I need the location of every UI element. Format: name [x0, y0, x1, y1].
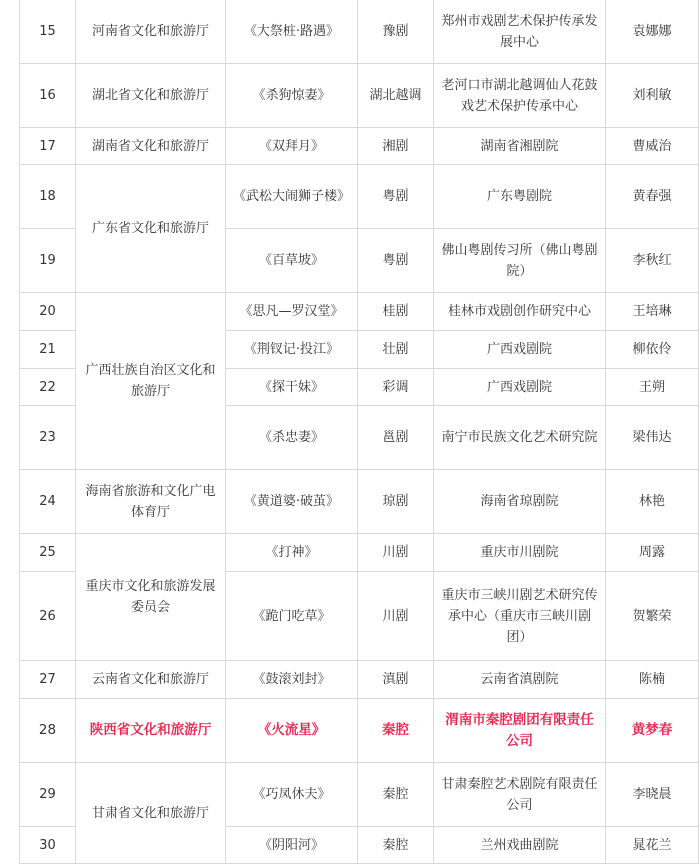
unit-cell: 老河口市湖北越调仙人花鼓戏艺术保护传承中心 — [434, 64, 606, 128]
performer-cell: 黄春强 — [606, 165, 699, 229]
play-title-cell: 《打神》 — [226, 534, 358, 572]
performer-cell: 梁伟达 — [606, 406, 699, 470]
row-number: 29 — [20, 763, 76, 827]
table-row — [20, 64, 699, 128]
play-title-cell: 《百草坡》 — [226, 229, 358, 293]
unit-cell: 南宁市民族文化艺术研究院 — [434, 406, 606, 470]
unit-cell: 甘肃秦腔艺术剧院有限责任公司 — [434, 763, 606, 827]
row-number: 17 — [20, 128, 76, 165]
genre-cell: 粤剧 — [358, 229, 434, 293]
play-title-cell: 《杀狗惊妻》 — [226, 64, 358, 128]
play-title-cell: 《思凡—罗汉堂》 — [226, 293, 358, 331]
performer-cell: 黄梦春 — [606, 699, 699, 763]
row-number: 27 — [20, 661, 76, 699]
genre-cell: 湖北越调 — [358, 64, 434, 128]
unit-cell: 湖南省湘剧院 — [434, 128, 606, 165]
unit-cell: 广西戏剧院 — [434, 331, 606, 369]
performer-cell: 周露 — [606, 534, 699, 572]
unit-cell: 重庆市三峡川剧艺术研究传承中心（重庆市三峡川剧团） — [434, 572, 606, 661]
department-cell: 重庆市文化和旅游发展委员会 — [76, 534, 226, 661]
play-title-cell: 《双拜月》 — [226, 128, 358, 165]
unit-cell: 云南省滇剧院 — [434, 661, 606, 699]
performer-cell: 李晓晨 — [606, 763, 699, 827]
unit-cell: 重庆市川剧院 — [434, 534, 606, 572]
play-title-cell: 《探干妹》 — [226, 369, 358, 406]
highlighted-table-row — [20, 699, 699, 763]
row-number: 18 — [20, 165, 76, 229]
row-number: 20 — [20, 293, 76, 331]
department-cell: 云南省文化和旅游厅 — [76, 661, 226, 699]
play-title-cell: 《鼓滚刘封》 — [226, 661, 358, 699]
table-row — [20, 763, 699, 827]
genre-cell: 川剧 — [358, 572, 434, 661]
row-number: 30 — [20, 827, 76, 864]
row-number: 19 — [20, 229, 76, 293]
unit-cell: 兰州戏曲剧院 — [434, 827, 606, 864]
unit-cell: 广西戏剧院 — [434, 369, 606, 406]
row-number: 16 — [20, 64, 76, 128]
department-cell: 陕西省文化和旅游厅 — [76, 699, 226, 763]
genre-cell: 桂剧 — [358, 293, 434, 331]
department-cell: 湖北省文化和旅游厅 — [76, 64, 226, 128]
play-title-cell: 《巧凤休夫》 — [226, 763, 358, 827]
row-number: 25 — [20, 534, 76, 572]
table-row — [20, 470, 699, 534]
department-cell: 广东省文化和旅游厅 — [76, 165, 226, 293]
play-title-cell: 《杀忠妻》 — [226, 406, 358, 470]
row-number: 26 — [20, 572, 76, 661]
performer-cell: 曹威治 — [606, 128, 699, 165]
department-cell: 河南省文化和旅游厅 — [76, 0, 226, 64]
play-title-cell: 《大祭桩·路遇》 — [226, 0, 358, 64]
play-title-cell: 《荆钗记·投江》 — [226, 331, 358, 369]
department-cell: 广西壮族自治区文化和旅游厅 — [76, 293, 226, 470]
play-title-cell: 《跪门吃草》 — [226, 572, 358, 661]
performer-cell: 王培琳 — [606, 293, 699, 331]
play-title-cell: 《武松大闹狮子楼》 — [226, 165, 358, 229]
unit-cell: 桂林市戏剧创作研究中心 — [434, 293, 606, 331]
genre-cell: 秦腔 — [358, 827, 434, 864]
unit-cell: 广东粤剧院 — [434, 165, 606, 229]
performer-cell: 林艳 — [606, 470, 699, 534]
genre-cell: 邕剧 — [358, 406, 434, 470]
genre-cell: 粤剧 — [358, 165, 434, 229]
unit-cell: 海南省琼剧院 — [434, 470, 606, 534]
department-cell: 海南省旅游和文化广电体育厅 — [76, 470, 226, 534]
genre-cell: 滇剧 — [358, 661, 434, 699]
table-row — [20, 661, 699, 699]
genre-cell: 湘剧 — [358, 128, 434, 165]
performer-cell: 李秋红 — [606, 229, 699, 293]
play-title-cell: 《火流星》 — [226, 699, 358, 763]
row-number: 28 — [20, 699, 76, 763]
genre-cell: 秦腔 — [358, 763, 434, 827]
row-number: 15 — [20, 0, 76, 64]
row-number: 22 — [20, 369, 76, 406]
unit-cell: 渭南市秦腔剧团有限责任公司 — [434, 699, 606, 763]
genre-cell: 秦腔 — [358, 699, 434, 763]
performer-cell: 贺繁荣 — [606, 572, 699, 661]
award-table — [19, 0, 699, 864]
table-row — [20, 0, 699, 64]
table-row — [20, 534, 699, 572]
row-number: 21 — [20, 331, 76, 369]
genre-cell: 琼剧 — [358, 470, 434, 534]
performer-cell: 陈楠 — [606, 661, 699, 699]
department-cell: 湖南省文化和旅游厅 — [76, 128, 226, 165]
play-title-cell: 《阴阳河》 — [226, 827, 358, 864]
genre-cell: 豫剧 — [358, 0, 434, 64]
play-title-cell: 《黄道婆·破茧》 — [226, 470, 358, 534]
table-row — [20, 165, 699, 229]
row-number: 24 — [20, 470, 76, 534]
genre-cell: 彩调 — [358, 369, 434, 406]
performer-cell: 刘利敏 — [606, 64, 699, 128]
table-row — [20, 128, 699, 165]
performer-cell: 袁娜娜 — [606, 0, 699, 64]
performer-cell: 柳依伶 — [606, 331, 699, 369]
unit-cell: 郑州市戏剧艺术保护传承发展中心 — [434, 0, 606, 64]
unit-cell: 佛山粤剧传习所（佛山粤剧院） — [434, 229, 606, 293]
performer-cell: 王朔 — [606, 369, 699, 406]
department-cell: 甘肃省文化和旅游厅 — [76, 763, 226, 864]
genre-cell: 川剧 — [358, 534, 434, 572]
genre-cell: 壮剧 — [358, 331, 434, 369]
row-number: 23 — [20, 406, 76, 470]
table-row — [20, 293, 699, 331]
performer-cell: 晁花兰 — [606, 827, 699, 864]
